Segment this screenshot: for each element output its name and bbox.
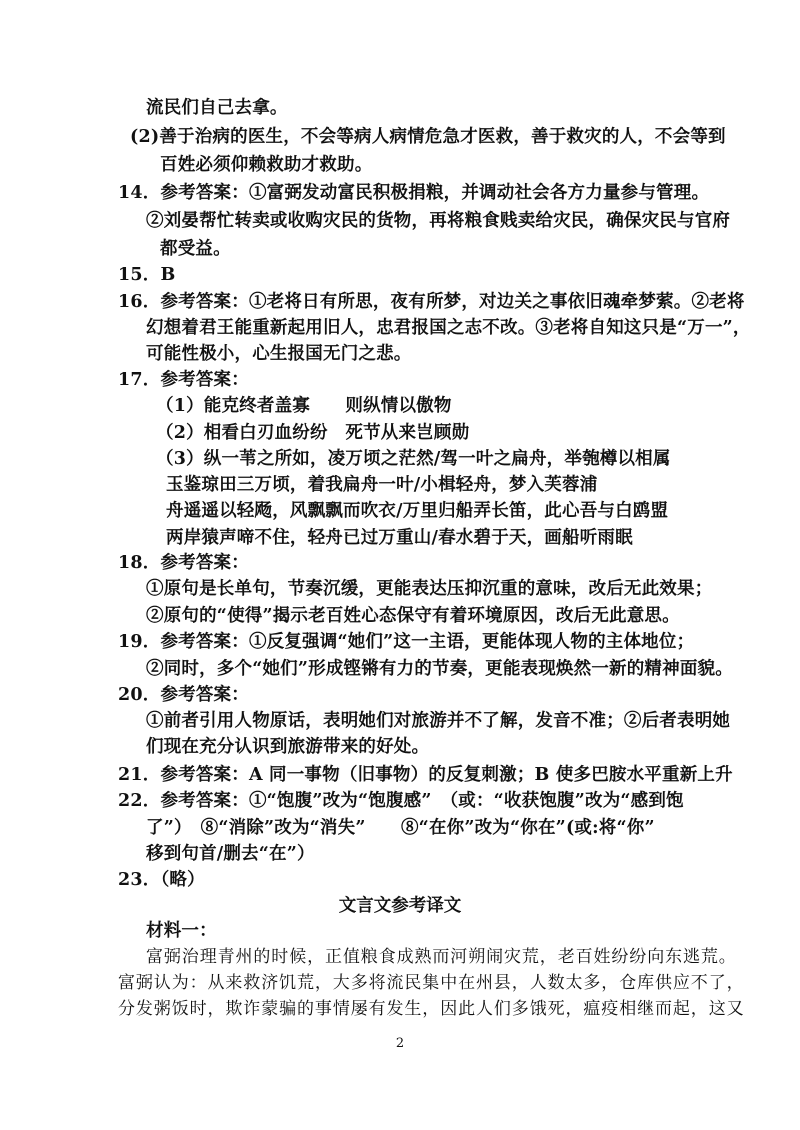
answer-line: ②原句的“使得”揭示老百姓心态保守有着环境原因，改后无此意思。: [146, 606, 680, 626]
answer-line: 20．参考答案：: [118, 685, 249, 705]
answer-line: 19．参考答案：①反复强调“她们”这一主语，更能体现人物的主体地位；: [118, 632, 695, 652]
answer-line: 了”） ⑧“消除”改为“消失” ⑧“在你”改为“你在”(或:将“你”: [146, 818, 655, 838]
answer-line: 玉鉴琼田三万顷，着我扁舟一叶/小楫轻舟，梦入芙蓉浦: [166, 475, 598, 495]
answer-line: 16．参考答案：①老将日有所思，夜有所梦，对边关之事依旧魂牵梦萦。②老将: [118, 292, 745, 312]
answer-line: 移到句首/删去“在”）: [146, 844, 315, 864]
answer-line: 幻想着君王能重新起用旧人，忠君报国之志不改。③老将自知这只是“万一”，: [146, 318, 751, 338]
page-number: 2: [395, 1036, 405, 1051]
answer-line: （3）纵一苇之所如，凌万顷之茫然/驾一叶之扁舟，举匏樽以相属: [156, 449, 671, 469]
answer-line: 23．（略）: [118, 870, 205, 890]
answer-line: 21．参考答案：A 同一事物（旧事物）的反复刺激；B 使多巴胺水平重新上升: [118, 765, 733, 785]
material-label: 材料一：: [146, 921, 217, 941]
answer-line: 14．参考答案：①富弼发动富民积极捐粮，并调动社会各方力量参与管理。: [118, 183, 710, 203]
answer-line: (2)善于治病的医生，不会等病人病情危急才医救，善于救灾的人，不会等到: [130, 127, 726, 147]
translation-line: 富弼治理青州的时候，正值粮食成熟而河朔闹灾荒，老百姓纷纷向东逃荒。: [146, 947, 737, 967]
answer-line: ①原句是长单句，节奏沉缓，更能表达压抑沉重的意味，改后无此效果；: [146, 579, 713, 599]
answer-line: （1）能克终者盖寡 则纵情以傲物: [156, 396, 452, 416]
answer-line: 15．B: [118, 265, 176, 285]
translation-heading: 文言文参考译文: [338, 896, 462, 916]
answer-line: 18．参考答案：: [118, 553, 249, 573]
answer-line: 22．参考答案：①“饱腹”改为“饱腹感” （或：“收获饱腹”改为“感到饱: [118, 791, 684, 811]
answer-line: 流民们自己去拿。: [146, 98, 288, 118]
answer-line: 百姓必须仰赖救助才救助。: [160, 155, 373, 175]
answer-line: 两岸猿声啼不住，轻舟已过万重山/春水碧于天，画船听雨眠: [166, 528, 633, 548]
translation-line: 富弼认为：从来救济饥荒，大多将流民集中在州县，人数太多，仓库供应不了，: [118, 973, 745, 993]
translation-line: 分发粥饭时，欺诈蒙骗的事情屡有发生，因此人们多饿死，瘟疫相继而起，这又: [118, 999, 745, 1019]
answer-line: 舟遥遥以轻飏，风飘飘而吹衣/万里归船弄长笛，此心吾与白鸥盟: [166, 501, 669, 521]
answer-line: 17．参考答案：: [118, 370, 249, 390]
answer-line: 们现在充分认识到旅游带来的好处。: [146, 737, 430, 757]
answer-line: ②同时，多个“她们”形成铿锵有力的节奏，更能表现焕然一新的精神面貌。: [146, 659, 733, 679]
answer-line: ①前者引用人物原话，表明她们对旅游并不了解，发音不准；②后者表明她: [146, 711, 731, 731]
answer-line: 都受益。: [160, 239, 231, 259]
answer-line: （2）相看白刃血纷纷 死节从来岂顾勋: [156, 423, 470, 443]
answer-line: ②刘晏帮忙转卖或收购灾民的货物，再将粮食贱卖给灾民，确保灾民与官府: [146, 211, 731, 231]
answer-line: 可能性极小，心生报国无门之悲。: [146, 344, 412, 364]
